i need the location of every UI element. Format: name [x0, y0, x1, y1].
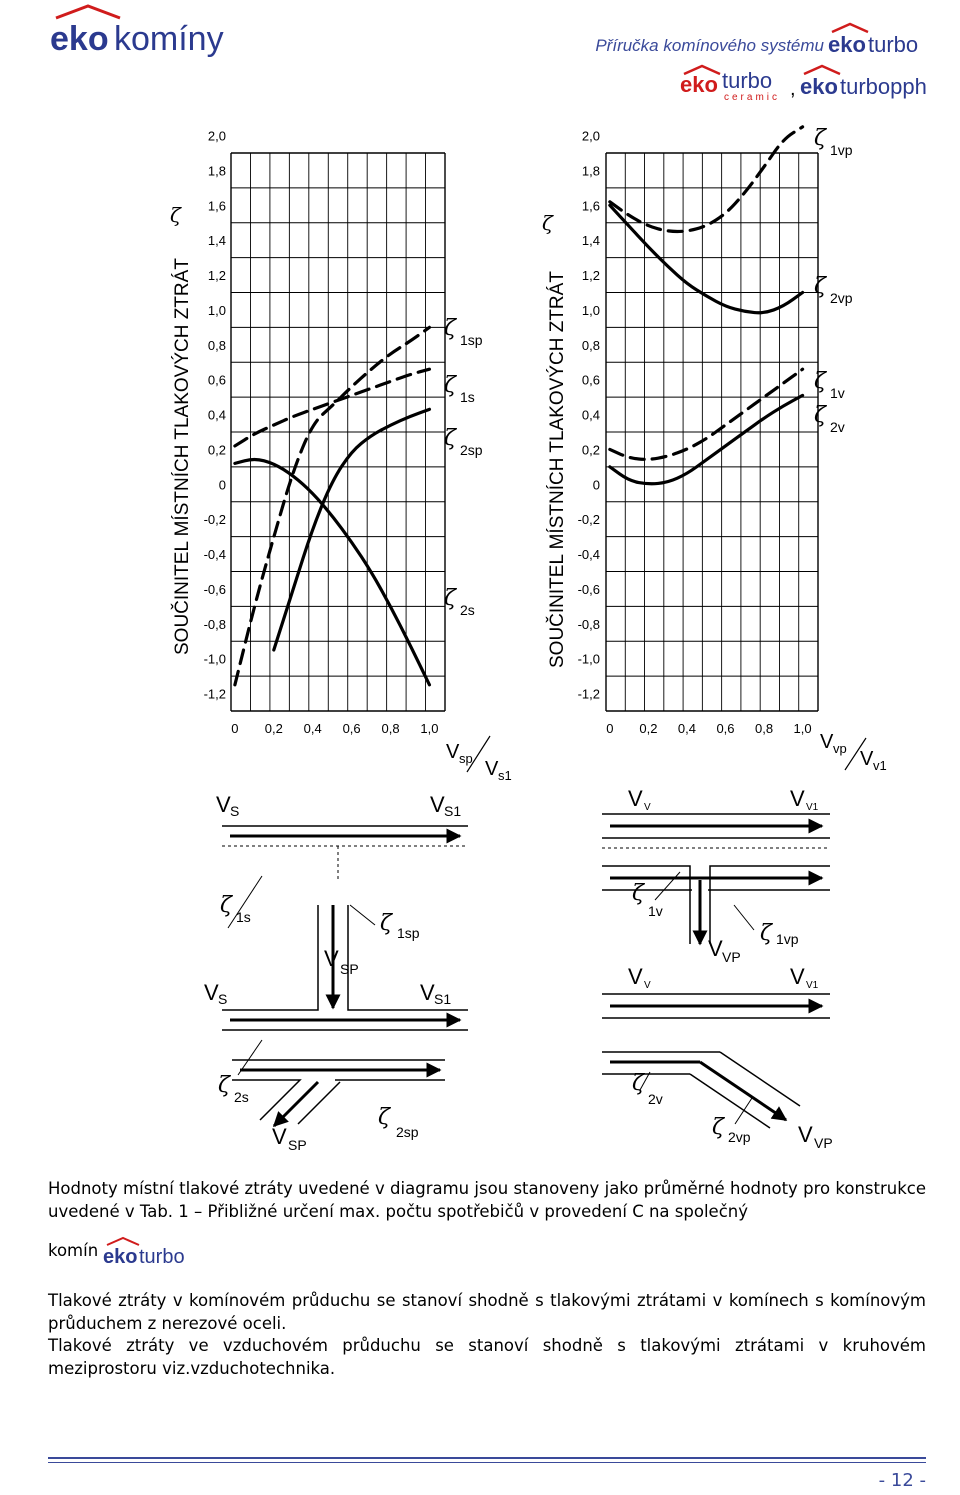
- series-line-1sp: [235, 327, 430, 684]
- legend-subscript: 1sp: [460, 332, 483, 348]
- svg-text:S: S: [218, 991, 228, 1007]
- svg-text:turbo: turbo: [868, 32, 919, 56]
- ekoturbo-ceramic-logo: [680, 64, 788, 102]
- svg-text:1sp: 1sp: [397, 925, 420, 941]
- y-axis-label-left: SOUČINITEL MÍSTNÍCH TLAKOVÝCH ZTRÁT: [172, 258, 193, 655]
- footer-rule-thin: [48, 1462, 926, 1463]
- y-tick-label: 1,4: [207, 233, 226, 249]
- series-left: [235, 327, 430, 684]
- svg-text:V: V: [420, 980, 435, 1005]
- svg-text:V: V: [204, 980, 219, 1005]
- figure: [0, 110, 960, 1170]
- series-line-1vp: [610, 127, 803, 232]
- y-tick-label: -0,2: [203, 512, 226, 528]
- x-ticks-left: [231, 721, 438, 736]
- svg-text:sp: sp: [459, 751, 473, 766]
- x-tick-label: 1,0: [420, 721, 439, 736]
- y-tick-label: 1,8: [581, 163, 600, 179]
- legend-zeta: ζ: [814, 369, 826, 394]
- legend-subscript: 2sp: [460, 442, 483, 458]
- schematic-left-top: [216, 792, 468, 880]
- svg-text:turbo: turbo: [139, 1246, 186, 1266]
- y-tick-label: 0,6: [207, 372, 226, 388]
- roof-icon: [804, 66, 840, 74]
- grid-left: [231, 153, 445, 711]
- x-tick-label: 0,4: [677, 721, 696, 736]
- chart-left: [170, 129, 512, 783]
- svg-text:V: V: [485, 758, 499, 780]
- schematic-right-top: [602, 786, 830, 848]
- ekoturbo-logo: [828, 22, 930, 56]
- ekoturbo-inline-logo: [103, 1236, 203, 1266]
- series-right: [610, 127, 803, 484]
- y-tick-label: 0,8: [207, 337, 226, 353]
- legend-subscript: 2vp: [830, 290, 853, 306]
- svg-text:V: V: [798, 1122, 813, 1147]
- legend-subscript: 1s: [460, 389, 475, 405]
- x-ticks-right: [606, 721, 811, 736]
- svg-text:V: V: [860, 748, 874, 770]
- svg-text:V: V: [628, 786, 643, 811]
- legend-zeta: ζ: [444, 426, 456, 451]
- legend-zeta: ζ: [814, 274, 826, 299]
- ekoturbo-pph-logo: [800, 64, 930, 102]
- legend-subscript: 2s: [460, 602, 475, 618]
- svg-text:ζ: ζ: [760, 921, 772, 946]
- y-tick-label: -0,4: [577, 547, 600, 563]
- y-tick-label: 0,8: [581, 337, 600, 353]
- svg-text:S1: S1: [444, 803, 462, 819]
- y-tick-label: -1,0: [203, 651, 226, 667]
- svg-text:ζ: ζ: [380, 911, 392, 936]
- y-tick-label: 1,0: [207, 302, 226, 318]
- schematic-right-bot: [602, 1052, 833, 1151]
- svg-text:turbopph: turbopph: [840, 74, 927, 99]
- y-ticks-right: [578, 129, 600, 702]
- svg-text:eko: eko: [828, 32, 866, 56]
- roof-icon: [832, 24, 868, 32]
- svg-text:V: V: [324, 946, 339, 971]
- svg-text:2s: 2s: [234, 1089, 249, 1105]
- roof-icon: [56, 6, 120, 18]
- legend-subscript: 1vp: [830, 142, 853, 158]
- x-tick-label: 0,2: [264, 721, 283, 736]
- legend-subscript: 1v: [830, 385, 845, 401]
- svg-text:V: V: [430, 792, 445, 817]
- y-tick-label: -1,0: [577, 651, 600, 667]
- svg-text:eko: eko: [800, 74, 838, 99]
- svg-text:SP: SP: [288, 1137, 307, 1153]
- y-tick-label: 0,2: [581, 442, 600, 458]
- svg-text:eko: eko: [680, 72, 718, 97]
- svg-text:1s: 1s: [236, 909, 251, 925]
- svg-text:V1: V1: [806, 802, 819, 813]
- y-tick-label: 2,0: [207, 128, 226, 144]
- chart-right: [542, 126, 887, 773]
- y-tick-label: 0,6: [581, 372, 600, 388]
- footer-rule: [48, 1457, 926, 1459]
- x-tick-label: 0,6: [716, 721, 735, 736]
- x-axis-label-left: [446, 736, 512, 783]
- x-tick-label: 0,2: [639, 721, 658, 736]
- roof-icon: [107, 1238, 139, 1245]
- svg-text:VP: VP: [814, 1135, 833, 1151]
- legend-zeta: ζ: [444, 373, 456, 398]
- svg-text:1v: 1v: [648, 903, 663, 919]
- svg-text:2vp: 2vp: [728, 1129, 751, 1145]
- y-tick-label: -1,2: [577, 686, 600, 702]
- svg-text:2v: 2v: [648, 1091, 663, 1107]
- y-tick-label: -0,2: [577, 512, 600, 528]
- x-axis-label-right: [820, 731, 887, 773]
- svg-text:eko: eko: [103, 1246, 138, 1266]
- svg-text:s1: s1: [498, 768, 512, 783]
- legend-right: [814, 126, 853, 435]
- y-tick-label: 0,4: [581, 407, 600, 423]
- svg-text:v1: v1: [873, 758, 887, 773]
- svg-text:ζ: ζ: [220, 893, 232, 918]
- svg-text:turbo: turbo: [722, 68, 773, 93]
- svg-text:ζ: ζ: [712, 1115, 724, 1140]
- svg-text:V: V: [644, 980, 651, 991]
- legend-zeta: ζ: [814, 403, 826, 428]
- schematic-left-mid: [204, 876, 468, 1030]
- svg-text:S1: S1: [434, 991, 452, 1007]
- svg-text:V: V: [216, 792, 231, 817]
- svg-text:ζ: ζ: [632, 1071, 644, 1096]
- svg-text:V: V: [628, 964, 643, 989]
- svg-text:V: V: [446, 741, 460, 763]
- svg-text:SP: SP: [340, 961, 359, 977]
- svg-text:ceramic: ceramic: [724, 92, 781, 102]
- svg-text:V: V: [708, 936, 723, 961]
- x-tick-label: 0: [606, 721, 614, 736]
- x-tick-label: 0,6: [342, 721, 361, 736]
- svg-text:V1: V1: [806, 980, 819, 991]
- y-tick-label: 0: [592, 477, 600, 493]
- y-tick-label: -0,8: [577, 616, 600, 632]
- y-tick-label: 1,2: [207, 268, 226, 284]
- svg-text:ζ: ζ: [632, 881, 644, 906]
- y-tick-label: -1,2: [203, 686, 226, 702]
- svg-text:vp: vp: [833, 741, 847, 756]
- paragraph-note-end-text: komín: [48, 1241, 99, 1260]
- y-tick-label: -0,4: [203, 547, 226, 563]
- y-tick-label: 1,6: [207, 198, 226, 214]
- svg-text:ζ: ζ: [218, 1073, 230, 1098]
- page-number: - 12 -: [878, 1470, 926, 1491]
- schematic-right-mid: [602, 866, 830, 1018]
- svg-text:1vp: 1vp: [776, 931, 799, 947]
- y-ticks-left: [204, 129, 226, 702]
- y-tick-label: 1,6: [581, 198, 600, 214]
- paragraph-note-end: [48, 1236, 926, 1266]
- legend-left: [444, 316, 483, 618]
- schematic-left-bot: [218, 1040, 445, 1153]
- series-line-1v: [610, 369, 803, 459]
- x-tick-label: 1,0: [793, 721, 812, 736]
- guide-title: Příručka komínového systému: [595, 36, 824, 55]
- legend-zeta: ζ: [444, 586, 456, 611]
- legend-subscript: 2v: [830, 419, 845, 435]
- y-tick-label: -0,6: [577, 581, 600, 597]
- svg-text:V: V: [790, 964, 805, 989]
- legend-zeta: ζ: [814, 126, 826, 151]
- svg-text:V: V: [820, 731, 834, 753]
- x-tick-label: 0: [231, 721, 239, 736]
- logo-prefix: eko: [50, 20, 109, 58]
- y-tick-label: 1,8: [207, 163, 226, 179]
- zeta-axis-symbol-left: ζ: [170, 203, 181, 227]
- y-tick-label: -0,8: [203, 616, 226, 632]
- svg-text:V: V: [644, 802, 651, 813]
- logo-suffix: komíny: [114, 20, 224, 58]
- x-tick-label: 0,8: [754, 721, 774, 736]
- y-tick-label: -0,6: [203, 581, 226, 597]
- svg-text:S: S: [230, 803, 240, 819]
- y-tick-label: 0: [218, 477, 226, 493]
- y-tick-label: 0,2: [207, 442, 226, 458]
- y-tick-label: 0,4: [207, 407, 226, 423]
- svg-text:ζ: ζ: [378, 1105, 390, 1130]
- paragraph-note-values: Hodnoty místní tlakové ztráty uvedené v diagramu jsou stanoveny jako průměrné hodnoty pro konstrukce uvedené v Tab. 1 – Přibližné určení max. počtu spotřebičů v provedení C na společný: [48, 1179, 926, 1221]
- svg-text:2sp: 2sp: [396, 1124, 419, 1140]
- svg-text:VP: VP: [722, 949, 741, 965]
- x-tick-label: 0,4: [303, 721, 322, 736]
- logo-separator: ,: [790, 78, 796, 100]
- zeta-axis-symbol-right: ζ: [542, 211, 553, 235]
- svg-text:V: V: [272, 1124, 287, 1149]
- ekokominy-logo: [48, 4, 248, 60]
- y-axis-label-right: SOUČINITEL MÍSTNÍCH TLAKOVÝCH ZTRÁT: [547, 271, 568, 668]
- y-tick-label: 1,4: [581, 233, 600, 249]
- paragraph-air-losses: Tlakové ztráty ve vzduchovém průduchu se stanoví shodně s tlakovými ztrátami v kruhovém meziprostoru viz.vzduchotechnika.: [48, 1336, 926, 1378]
- legend-zeta: ζ: [444, 316, 456, 341]
- y-tick-label: 2,0: [581, 128, 600, 144]
- y-tick-label: 1,2: [581, 268, 600, 284]
- paragraph-flue-losses: Tlakové ztráty v komínovém průduchu se stanoví shodně s tlakovými ztrátami v komínech s komínovým průduchem z nerezové oceli.: [48, 1291, 926, 1333]
- y-tick-label: 1,0: [581, 302, 600, 318]
- svg-text:V: V: [790, 786, 805, 811]
- x-tick-label: 0,8: [381, 721, 400, 736]
